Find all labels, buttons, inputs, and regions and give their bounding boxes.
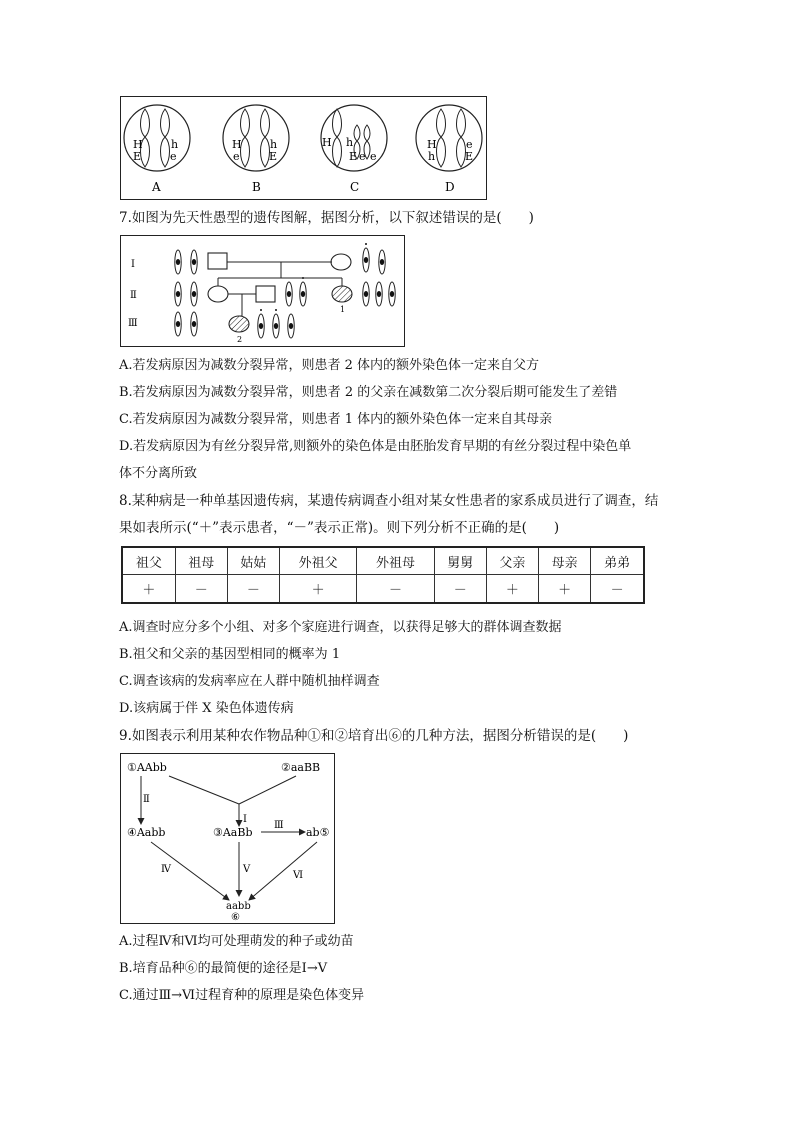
gene-label: H [133,138,143,151]
table-cell: － [591,575,644,604]
q8-stem-line2: 果如表所示(“＋”表示患者，“－”表示正常)。则下列分析不正确的是( ) [119,520,560,536]
gen-label-3: Ⅲ [128,318,138,329]
process-4-label: Ⅳ [161,864,171,875]
q7-option-b: B.若发病原因为减数分裂异常，则患者 2 的父亲在减数第二次分裂后期可能发生了差错 [119,385,618,400]
gene-label: E [269,150,278,163]
node-6-number: ⑥ [231,912,240,923]
q7-option-c: C.若发病原因为减数分裂异常，则患者 1 体内的额外染色体一定来自其母亲 [119,412,553,427]
q7-stem: 7.如图为先天性愚型的遗传图解，据图分析，以下叙述错误的是( ) [119,210,534,226]
table-cell: － [227,575,279,604]
table-header-cell: 祖父 [122,547,175,575]
table-cell: ＋ [122,575,175,604]
table-cell: ＋ [539,575,591,604]
gene-label: H [322,136,332,149]
process-1-label: Ⅰ [243,814,247,825]
cell-a [124,105,190,194]
gene-label: e [370,150,377,163]
table-header-row [122,547,644,575]
table-cell: ＋ [486,575,538,604]
patient-1-label: 1 [340,305,346,314]
gen2-female [208,286,228,302]
cell-c [321,105,387,194]
q7-pedigree-box [120,235,405,347]
gene-label: h [428,150,436,163]
table-cell: ＋ [280,575,357,604]
q8-option-c: C.调查该病的发病率应在人群中随机抽样调查 [119,674,380,689]
table-header-cell: 外祖母 [357,547,434,575]
cell-label-c: C [350,180,360,194]
process-3-label: Ⅲ [274,820,284,831]
process-6-label: Ⅵ [293,870,304,881]
q8-option-a: A.调查时应分多个小组、对多个家庭进行调查，以获得足够大的群体调查数据 [119,620,562,635]
cell-label-a: A [152,180,161,194]
gen1-female [331,254,351,270]
table-header-cell: 父亲 [486,547,538,575]
process-5-label: Ⅴ [243,864,251,875]
q9-option-b: B.培育品种⑥的最简便的途径是Ⅰ→Ⅴ [119,961,328,976]
q7-option-a: A.若发病原因为减数分裂异常，则患者 2 体内的额外染色体一定来自父方 [119,358,540,373]
q7-option-d-cont: 体不分离所致 [119,466,198,481]
q9-breeding-diagram-box [120,753,335,924]
q8-option-b: B.祖父和父亲的基因型相同的概率为 1 [119,647,341,662]
patient-2-label: 2 [237,335,243,344]
table-header-cell: 姑姑 [227,547,279,575]
node-5: ab⑤ [306,826,330,839]
table-header-cell: 祖母 [175,547,227,575]
gene-label: e [466,138,473,151]
node-1: ①AAbb [127,761,167,774]
cell-b [223,105,289,194]
cell-d [416,105,482,194]
cell-label-d: D [445,180,455,194]
q6-figure-box [120,96,487,200]
table-cell: － [357,575,434,604]
gen1-male [208,253,227,269]
q8-option-d: D.该病属于伴 X 染色体遗传病 [119,701,294,716]
gene-label: h [346,136,354,149]
q9-stem: 9.如图表示利用某种农作物品种①和②培育出⑥的几种方法，据图分析错误的是( ) [119,728,629,744]
node-6-genotype: aabb [226,901,251,912]
table-header-cell: 舅舅 [434,547,486,575]
q7-option-d: D.若发病原因为有丝分裂异常,则额外的染色体是由胚胎发育早期的有丝分裂过程中染色单 [119,439,632,454]
q8-family-table [121,546,645,604]
gen-label-2: Ⅱ [130,290,137,301]
table-header-cell: 母亲 [539,547,591,575]
process-2-label: Ⅱ [143,794,150,805]
q9-breeding-diagram [121,754,334,923]
q6-cells-figure [121,97,486,199]
gene-label: h [171,138,179,151]
gene-label: h [270,138,278,151]
q9-option-a: A.过程Ⅳ和Ⅵ均可处理萌发的种子或幼苗 [119,934,354,949]
patient-2 [229,316,249,332]
gene-label: e [359,150,366,163]
gen2-male [256,286,275,302]
gen-label-1: Ⅰ [131,259,135,270]
table-cell: － [434,575,486,604]
node-3: ③AaBb [213,826,253,839]
q9-option-c: C.通过Ⅲ→Ⅵ过程育种的原理是染色体变异 [119,988,365,1003]
gene-label: e [233,150,240,163]
q7-pedigree [121,236,404,346]
node-4: ④Aabb [127,826,166,839]
table-row [122,575,644,604]
patient-1 [332,286,352,302]
table-header-cell: 弟弟 [591,547,644,575]
table-header-cell: 外祖父 [280,547,357,575]
node-2: ②aaBB [281,761,321,774]
gene-label: e [170,150,177,163]
gene-label: E [465,150,474,163]
cell-label-b: B [252,180,261,194]
gene-label: H [232,138,242,151]
gene-label: E [133,150,142,163]
table-cell: － [175,575,227,604]
gene-label: H [427,138,437,151]
q8-stem-line1: 8.某种病是一种单基因遗传病，某遗传病调查小组对某女性患者的家系成员进行了调查，结 [119,493,659,509]
gene-label: E [349,150,358,163]
